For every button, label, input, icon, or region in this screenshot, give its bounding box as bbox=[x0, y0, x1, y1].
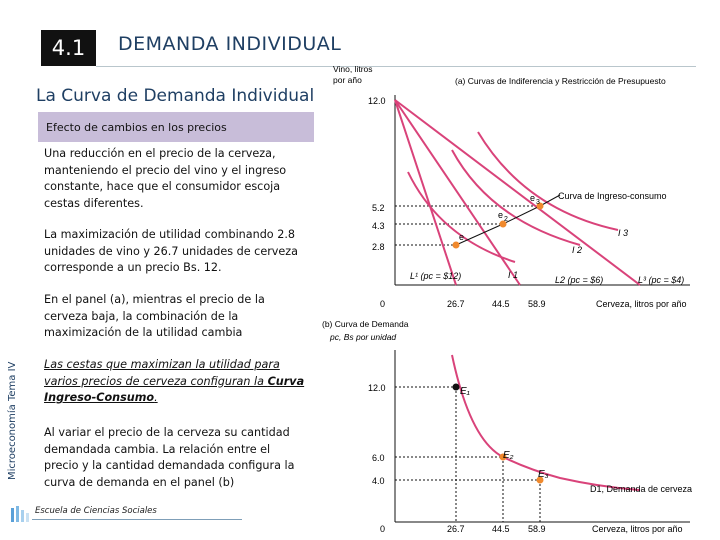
panel-a bbox=[333, 64, 690, 309]
panel-b-xlabel: Cerveza, litros por año bbox=[592, 524, 683, 534]
school-name: Escuela de Ciencias Sociales bbox=[35, 506, 157, 516]
point-e1 bbox=[453, 242, 460, 249]
panel-b-xtick-0: 0 bbox=[380, 524, 386, 534]
panel-b-ytick-4: 4.0 bbox=[372, 476, 385, 486]
panel-a-title: (a) Curvas de Indiferencia y Restricción de Presupuesto bbox=[455, 76, 666, 86]
panel-a-ylabel-1: Vino, litros bbox=[333, 64, 373, 74]
point-E1 bbox=[453, 384, 460, 391]
page-subtitle: La Curva de Demanda Individual bbox=[36, 86, 315, 106]
label-l3: L³ (pᴄ = $4) bbox=[638, 275, 685, 285]
panel-a-xlabel: Cerveza, litros por año bbox=[596, 299, 687, 309]
label-e2: e bbox=[498, 210, 504, 220]
panel-b bbox=[322, 319, 692, 534]
section-badge: 4.1 bbox=[41, 30, 96, 66]
section-band-label: Efecto de cambios en los precios bbox=[46, 121, 227, 134]
paragraph-1: Una reducción en el precio de la cerveza, manteniendo el precio del vino y el ingreso constante, hace que el consumidor escoja cestas diferentes. bbox=[44, 147, 287, 210]
income-consumption-label: Curva de Ingreso-consumo bbox=[558, 191, 667, 201]
label-E2: E₂ bbox=[503, 450, 514, 461]
label-i2: I 2 bbox=[572, 245, 583, 255]
curve-note-emphasis: Curva Ingreso-Consumo bbox=[44, 374, 305, 404]
panel-a-ylabel-2: por año bbox=[333, 75, 362, 85]
budget-line-l1 bbox=[395, 100, 456, 285]
panel-a-xtick-44-5: 44.5 bbox=[492, 299, 510, 309]
panel-b-ytick-12: 12.0 bbox=[368, 383, 386, 393]
panel-b-xtick-44-5: 44.5 bbox=[492, 524, 510, 534]
label-l2: L2 (pᴄ = $6) bbox=[555, 275, 604, 285]
panel-b-ytick-6: 6.0 bbox=[372, 453, 385, 463]
label-i3: I 3 bbox=[618, 228, 629, 238]
paragraph-4: Al variar el precio de la cerveza su cantidad demandada cambia. La relación entre el precio y la cantidad demandada configura la curva de demanda en el panel (b) bbox=[44, 426, 295, 489]
panel-a-ytick-5-2: 5.2 bbox=[372, 203, 385, 213]
panel-a-xtick-0: 0 bbox=[380, 299, 386, 309]
page-title: DEMANDA INDIVIDUAL bbox=[118, 33, 342, 55]
label-E3: E₃ bbox=[538, 469, 549, 480]
paragraph-2: La maximización de utilidad combinando 2.8 unidades de vino y 26.7 unidades de cerveza corresponde a un precio Bs. 12. bbox=[44, 228, 299, 274]
panel-b-ylabel: pc, Bs por unidad bbox=[330, 332, 397, 342]
curve-note-text: Las cestas que maximizan la utilidad para varios precios de cerveza configuran la bbox=[44, 358, 280, 388]
label-E1: E₁ bbox=[460, 386, 470, 397]
panel-b-xtick-58-9: 58.9 bbox=[528, 524, 546, 534]
label-e1: e bbox=[459, 232, 465, 242]
panel-a-xtick-58-9: 58.9 bbox=[528, 299, 546, 309]
panel-b-title: (b) Curva de Demanda bbox=[322, 319, 409, 329]
label-l1: L¹ (pᴄ = $12) bbox=[410, 271, 462, 281]
panel-a-xtick-26-7: 26.7 bbox=[447, 299, 465, 309]
demand-curve-label: D1, Demanda de cerveza bbox=[590, 484, 693, 494]
income-consumption-curve bbox=[456, 195, 560, 245]
label-e2-sub: 2 bbox=[504, 216, 508, 223]
panel-b-xtick-26-7: 26.7 bbox=[447, 524, 465, 534]
label-i1: I 1 bbox=[508, 270, 519, 280]
curve-note-end: . bbox=[154, 391, 158, 404]
panel-a-ytick-12: 12.0 bbox=[368, 96, 386, 106]
paragraph-3: En el panel (a), mientras el precio de la cerveza baja, la combinación de la maximización de la utilidad cambia bbox=[44, 293, 265, 339]
panel-a-ytick-4-3: 4.3 bbox=[372, 221, 385, 231]
side-label: Microeconomía Tema IV bbox=[7, 361, 18, 480]
label-e3-sub: 3 bbox=[536, 199, 540, 206]
label-e3: e bbox=[530, 193, 536, 203]
panel-a-ytick-2-8: 2.8 bbox=[372, 242, 385, 252]
